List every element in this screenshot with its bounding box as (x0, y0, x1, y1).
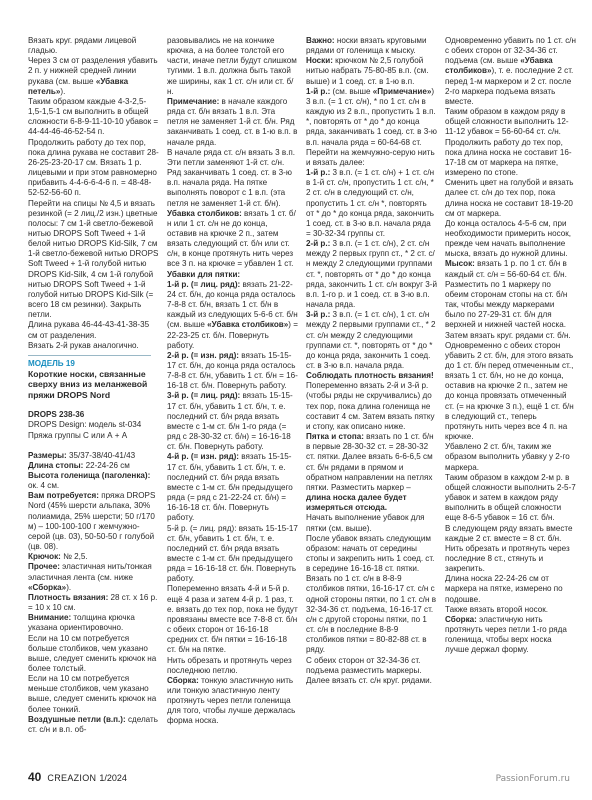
paragraph: 1-й р. (= лиц. ряд): вязать 21-22-24 ст. б/н, до конца ряда осталось 7-8-8 ст. б/н, вязать 1 ст. б/н в каждый из следующих 5-6-6 ст. б/н (см. выше «Убавка столбиков») = 22-23-25 ст. б/н. Повернуть работу. (167, 279, 298, 350)
paragraph: Сборка: эластичную нить протянуть через петли 1-го ряда голенища, чтобы верх носка лучше держал форму. (445, 614, 567, 655)
paragraph: Размеры: 35/37-38/40-41/43 (28, 450, 136, 460)
paragraph: Таким образом в каждом ряду в общей сложности выполнить 12-11-12 убавок = 56-60-64 ст. с/н. (445, 107, 569, 137)
text-column-2 (167, 36, 298, 766)
paragraph: 3-й р. (= лиц. ряд): вязать 15-15-17 ст. б/н, убавить 1 ст. б/н, т. е. последний ст. б/н ряда вязать вместе с 1-м ст. б/н 1-го ряда (= ряд с 28-30-32 ст. б/н) = 16-16-18 ст. б/н. Повернуть работу. (167, 391, 293, 452)
section-divider (28, 355, 151, 356)
paragraph: Носки: крючком № 2,5 голубой нитью набрать 75-80-85 в.п. (см. выше) и 1 соед. ст. в 1-ю в.п. (306, 56, 429, 86)
paragraph: Пряжа группы С или А + А (28, 430, 128, 440)
paragraph: Длина носка 22-24-26 см от маркера на пятке, измерено по подошве. (445, 574, 563, 604)
issue-number: 1/2024 (99, 773, 127, 783)
paragraph: Попеременно вязать 2-й и 3-й р. (чтобы ряды не скручивались) до тех пор, пока длина голенища не составит 4 см. Затем вязать пятку и стопу, как описано ниже. (306, 381, 435, 431)
paragraph: Продолжить работу до тех пор, пока длина рукава не составит 28-26-25-23-20-17 см. Вязать 1 р. лицевыми и при этом равномерно прибавить 4-4-6-6-4-6 п. = 48-48-52-52-56-60 п. (28, 137, 159, 198)
paragraph: 3-й р.: 3 в.п. (= 1 ст. с/н), 1 ст. с/н между 2 первыми группами ст., * 2 ст. с/н между 2 следующими группами ст. *, повторять от * до * до конца ряда, закончить 1 соед. ст. в 3-ю в.п. начала ряда. (306, 310, 436, 370)
paragraph: Вам потребуется: пряжа DROPS Nord (45% шерсти альпака, 30% полиамида, 25% шерсти; 50 г/170 м) – 100-100-100 г жемчужно-серой (цв. 03), 50-50-50 г голубой (цв. 08). (28, 491, 156, 552)
paragraph: Попеременно вязать 4-й и 5-й р. ещё 4 раза и затем 4-й р. 1 раз, т. е. вязать до тех пор, пока не будут провязаны вместе все 7-8-8 ст. б/н с обеих сторон от 16-16-18 средних ст. б/н пятки = 16-16-18 ст. б/н на пятке. (167, 584, 298, 655)
article-body (28, 36, 576, 766)
paragraph: Одновременно убавить по 1 ст. с/н с обеих сторон от 32-34-36 ст. подъема (см. выше «Убавка столбиков»), т. е. последние 2 ст. перед 1-м маркером и 2 ст. после 2-го маркера подъема вязать вместе. (445, 36, 576, 106)
paragraph: До конца осталось 4-5-6 см, при необходимости примерить носок, прежде чем начать выполнение мыска, вязать до нужной длины. (445, 218, 572, 259)
paragraph: Длина стопы: 22-24-26 см (28, 460, 130, 470)
paragraph: С обеих сторон от 32-34-36 ст. подъема разместить маркеры. (306, 655, 422, 675)
paragraph: Убавлено 2 ст. б/н, таким же образом выполнить убавку у 2-го маркера. (445, 442, 570, 472)
paragraph: Одновременно с обеих сторон убавить 2 ст. б/н, для этого вязать до 1 ст. б/н перед отмеченным ст., вязать 1 ст. б/н, но не до конца, оставив на крючке 2 п., затем не до конца провязать отмеченный ст. (= на крючке 3 п.), ещё 1 ст. б/н в следующий ст., теперь протянуть нить через все 4 п. на крючке. (445, 340, 574, 442)
paragraph: разовывались не на кончике крючка, а на более толстой его части, иначе петли будут слишком тугими. 1 в.п. должна быть такой же ширины, как 1 ст. с/н или ст. б/н. (167, 36, 297, 96)
paragraph: Если на 10 см потребуется больше столбиков, чем указано выше, следует сменить крючок на более толстый. (28, 633, 157, 673)
text-column-4 (445, 36, 576, 766)
text-column-1 (28, 36, 159, 766)
subheading: DROPS 238-36 (28, 410, 85, 420)
paragraph: Сборка: тонкую эластичную нить или тонкую эластичную ленту протянуть через петли голенища для того, чтобы лучше держалась форма носка. (167, 675, 296, 726)
paragraph: Убавка столбиков: вязать 1 ст. б/н или 1 ст. с/н не до конца, оставив на крючке 2 п., затем вязать следующий ст. б/н или ст. с/н, в конце протянуть нить через все 3 п. на крючке = убавлен 1 ст. (167, 208, 296, 269)
paragraph: Пятка и стопа: вязать по 1 ст. б/н в первые 28-30-32 ст. = 28-30-32 ст. пятки. Далее вязать 6-6-6,5 см ст. б/н рядами в прямом и обратном направлении на петлях пятки. Разместить маркер – длина носка далее будет измеряться отсюда. (306, 432, 434, 513)
paragraph: Далее вязать ст. с/н круг. рядами. (306, 675, 432, 685)
paragraph: 2-й р. (= изн. ряд): вязать 15-15-17 ст. б/н, до конца ряда осталось 7-8-8 ст. б/н, убавить 1 ст. б/н = 16-16-18 ст. б/н. Повернуть работу. (167, 350, 298, 391)
paragraph: Крючок: № 2,5. (28, 552, 88, 562)
page-number: 40 (28, 770, 42, 784)
paragraph: Затем вязать круг. рядами ст. б/н. (445, 330, 571, 340)
paragraph: Через 3 см от разделения убавить 2 п. у нижней средней линии рукава (см. выше «Убавка петель»). (28, 56, 158, 96)
magazine-name: CREAZION (47, 773, 97, 783)
text-column-3 (306, 36, 437, 766)
paragraph: Важно: носки вязать круговыми рядами от голенища к мыску. (306, 36, 427, 56)
paragraph: Высота голенища (паголенка): ок. 4 см. (28, 471, 151, 491)
paragraph: Прочее: эластичная нить/тонкая эластичная лента (см. ниже «Сборка»). (28, 562, 152, 592)
paragraph: Вязать 2-й рукав аналогично. (28, 340, 139, 350)
paragraph: В начале ряда ст. с/н вязать 3 в.п. Эти петли заменяют 1-й ст. с/н. Ряд заканчивать 1 соед. ст. в 3-ю в.п. начала ряда. На пятке выполнять поворот с 1 в.п. (эта петля не заменяет 1-й ст. б/н). (167, 147, 295, 208)
paragraph: Примечание: в начале каждого ряда ст. б/н вязать 1 в.п. Эта петля не заменяет 1-й ст. б/н. Ряд заканчивать 1 соед. ст. в 1-ю в.п. в начале ряда. (167, 96, 298, 147)
paragraph: Начать выполнение убавок для пятки (см. выше). (306, 513, 425, 533)
paragraph: Плотность вязания: 28 ст. x 16 р. = 10 x 10 см. (28, 592, 158, 613)
paragraph: 5-й р. (= лиц. ряд): вязать 15-15-17 ст. б/н, убавить 1 ст. б/н, т. е. последний ст. б/н ряда вязать вместе с 1-м ст. б/н предыдущего ряда = 16-16-18 ст. б/н. Повернуть работу. (167, 523, 298, 584)
model-title: Короткие носки, связанные сверху вниз из меланжевой пряжи DROPS Nord (28, 369, 148, 400)
model-number: МОДЕЛЬ 19 (28, 358, 75, 368)
paragraph: Мысок: вязать 1 р. по 1 ст. б/н в каждый ст. с/н = 56-60-64 ст. б/н. (445, 259, 567, 279)
paragraph: Нить обрезать и протянуть через последнюю петлю. (167, 655, 292, 675)
paragraph: Внимание: толщина крючка указана ориентировочно. (28, 613, 135, 633)
paragraph: Воздушные петли (в.п.): сделать ст. с/н и в.п. об- (28, 714, 158, 734)
paragraph: Продолжить работу до тех пор, пока длина носка не составит 16-17-18 см от маркера на пятке, измерено по стопе. (445, 137, 572, 178)
paragraph: Таким образом каждые 4-3-2,5-1,5-1,5-1 см выполнить в общей сложности 6-8-9-11-10-10 убавок = 44-44-46-46-52-54 п. (28, 96, 159, 137)
paragraph: DROPS Design: модель st-034 (28, 420, 142, 430)
page-footer (28, 770, 127, 784)
paragraph: Вязать по 1 ст. с/н в 8-8-9 столбиков пятки, 16-16-17 ст. с/н с одной стороны пятки, по 1 ст. с/н в 32-34-36 ст. подъема, 16-16-17 ст. с/н с другой стороны пятки, по 1 ст. с/н в последние 8-8-9 столбиков пятки = 80-82-88 ст. в ряду. (306, 574, 437, 655)
site-watermark: PassionForum.ru (495, 774, 570, 784)
paragraph: 4-й р. (= изн. ряд): вязать 15-15-17 ст. б/н, убавить 1 ст. б/н, т. е. последний ст. б/н ряда вязать вместе с 1-м ст. б/н предыдущего ряда (= ряд с 21-22-24 ст. б/н) = 16-16-18 ст. б/н. Повернуть работу. (167, 452, 293, 523)
paragraph: В следующем ряду вязать вместе каждые 2 ст. вместе = 8 ст. б/н. (445, 523, 573, 543)
paragraph: Перейти на жемчужно-серую нить и вязать далее: (306, 147, 435, 167)
subheading: Убавки для пятки: (167, 269, 241, 279)
paragraph: Также вязать второй носок. (445, 604, 548, 614)
paragraph: Вязать круг. рядами лицевой гладью. (28, 36, 137, 56)
paragraph: Если на 10 см потребуется меньше столбиков, чем указано выше, следует сменить крючок на более тонкий. (28, 674, 157, 714)
paragraph: После убавок вязать следующим образом: начать от середины стопы и закрепить нить 1 соед. ст. в середине 16-16-18 ст. пятки. (306, 533, 435, 574)
subheading: Соблюдать плотность вязания! (306, 371, 434, 381)
paragraph: Длина рукава 46-44-43-41-38-35 см от разделения. (28, 320, 150, 340)
paragraph: Перейти на спицы № 4,5 и вязать резинкой (= 2 лиц./2 изн.) цветные полосы: 7 см 1-й светло-бежевой нитью DROPS Soft Tweed + 1-й белой нитью DROPS Kid-Silk, 7 см 1-й светло-бежевой нитью DROPS Soft Tweed + 1-й голубой нитью DROPS Kid-Silk, 4 см 1-й голубой нитью DROPS Soft Tweed + 1-й голубой нитью DROPS Kid-Silk (= всего 18 см резинки). Закрыть петли. (28, 198, 159, 320)
paragraph: 1-й р.: 3 в.п. (= 1 ст. с/н) + 1 ст. с/н в 1-й ст. с/н, пропустить 1 ст. с/н, * 2 ст. с/н в следующий ст. с/н, пропустить 1 ст. с/н *, повторять от * до * до конца ряда, закончить 1 соед. ст. в 3-ю в.п. начала ряда = 30-32-34 группы ст. (306, 168, 435, 238)
paragraph: Сменить цвет на голубой и вязать далее ст. с/н до тех пор, пока длина носка не составит 18-19-20 см от маркера. (445, 178, 574, 218)
paragraph: Разместить по 1 маркеру по обеим сторонам стопы на ст. б/н так, чтобы между маркерами было по 27-29-31 ст. б/н для верхней и нижней частей носка. (445, 279, 568, 330)
paragraph: Нить обрезать и протянуть через последние 8 ст., стянуть и закрепить. (445, 543, 570, 574)
paragraph: 2-й р.: 3 в.п. (= 1 ст. с/н), 2 ст. с/н между 2 первых групп ст., * 2 ст. с/н между 2 следующими группами ст. *, повторять от * до * до конца ряда, закончить 1 ст. с/н вокруг 3-й в.п. 1-го р. и 1 соед. ст. в 3-ю в.п. начала ряда. (306, 239, 437, 310)
paragraph: 1-й р.: (см. выше «Примечание») 3 в.п. (= 1 ст. с/н), * по 1 ст. с/н в каждую из 2 в.п., пропустить 1 в.п. *, повторять от * до * до конца ряда, заканчивать 1 соед. ст. в 3-ю в.п. начала ряда = 60-64-68 ст. (306, 86, 437, 147)
paragraph: Таким образом в каждом 2-м р. в общей сложности выполнить 2-5-7 убавок и затем в каждом ряду выполнить в общей сложности еще 8-6-5 убавок = 16 ст. б/н. (445, 472, 576, 523)
